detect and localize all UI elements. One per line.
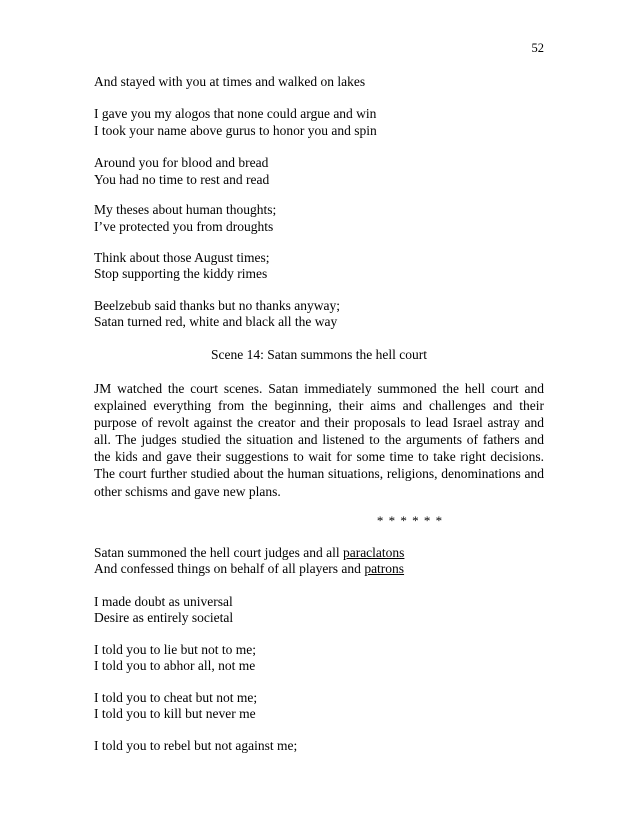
poem-line: Around you for blood and bread bbox=[94, 155, 269, 170]
poem-line-text: And confessed things on behalf of all players and bbox=[94, 561, 365, 576]
poem-line: I took your name above gurus to honor you and spin bbox=[94, 123, 377, 138]
poem-line: I told you to lie but not to me; bbox=[94, 642, 256, 657]
poem-line: You had no time to rest and read bbox=[94, 172, 270, 187]
underlined-word: patrons bbox=[364, 561, 405, 576]
underlined-word: paraclatons bbox=[342, 545, 405, 560]
page-number: 52 bbox=[531, 41, 544, 55]
poem-line: I told you to kill but never me bbox=[94, 706, 256, 721]
section-separator: * * * * * * bbox=[376, 513, 444, 528]
scene-paragraph: JM watched the court scenes. Satan immediately summoned the hell court and explained everything from the beginning, their aims and challenges and their purpose of revolt against the creator and their proposals to lead Israel astray and all. The judges studied the situation and listened to the arguments of fathers and the kids and gave their suggestions to wait for some time to take right decisions. The court further studied about the human situations, religions, denominations and other schisms and gave new plans. bbox=[94, 381, 544, 499]
poem-line: Think about those August times; bbox=[94, 250, 270, 265]
poem-line: Beelzebub said thanks but no thanks anyway; bbox=[94, 298, 340, 313]
poem-line-text: Satan summoned the hell court judges and all bbox=[94, 545, 343, 560]
poem-line: I told you to rebel but not against me; bbox=[94, 738, 298, 753]
poem-line bbox=[94, 545, 404, 561]
poem-line: I’ve protected you from droughts bbox=[94, 219, 274, 234]
poem-line: I gave you my alogos that none could argue and win bbox=[94, 106, 377, 121]
poem-line: Satan turned red, white and black all the way bbox=[94, 314, 338, 329]
scene-heading: Scene 14: Satan summons the hell court bbox=[211, 347, 427, 362]
poem-line: And stayed with you at times and walked on lakes bbox=[94, 74, 366, 89]
poem-line: Desire as entirely societal bbox=[94, 610, 234, 625]
poem-line: I told you to abhor all, not me bbox=[94, 658, 256, 673]
poem-line bbox=[94, 561, 404, 577]
poem-line: I told you to cheat but not me; bbox=[94, 690, 258, 705]
poem-line: Stop supporting the kiddy rimes bbox=[94, 266, 268, 281]
poem-line: My theses about human thoughts; bbox=[94, 202, 277, 217]
poem-line: I made doubt as universal bbox=[94, 594, 233, 609]
